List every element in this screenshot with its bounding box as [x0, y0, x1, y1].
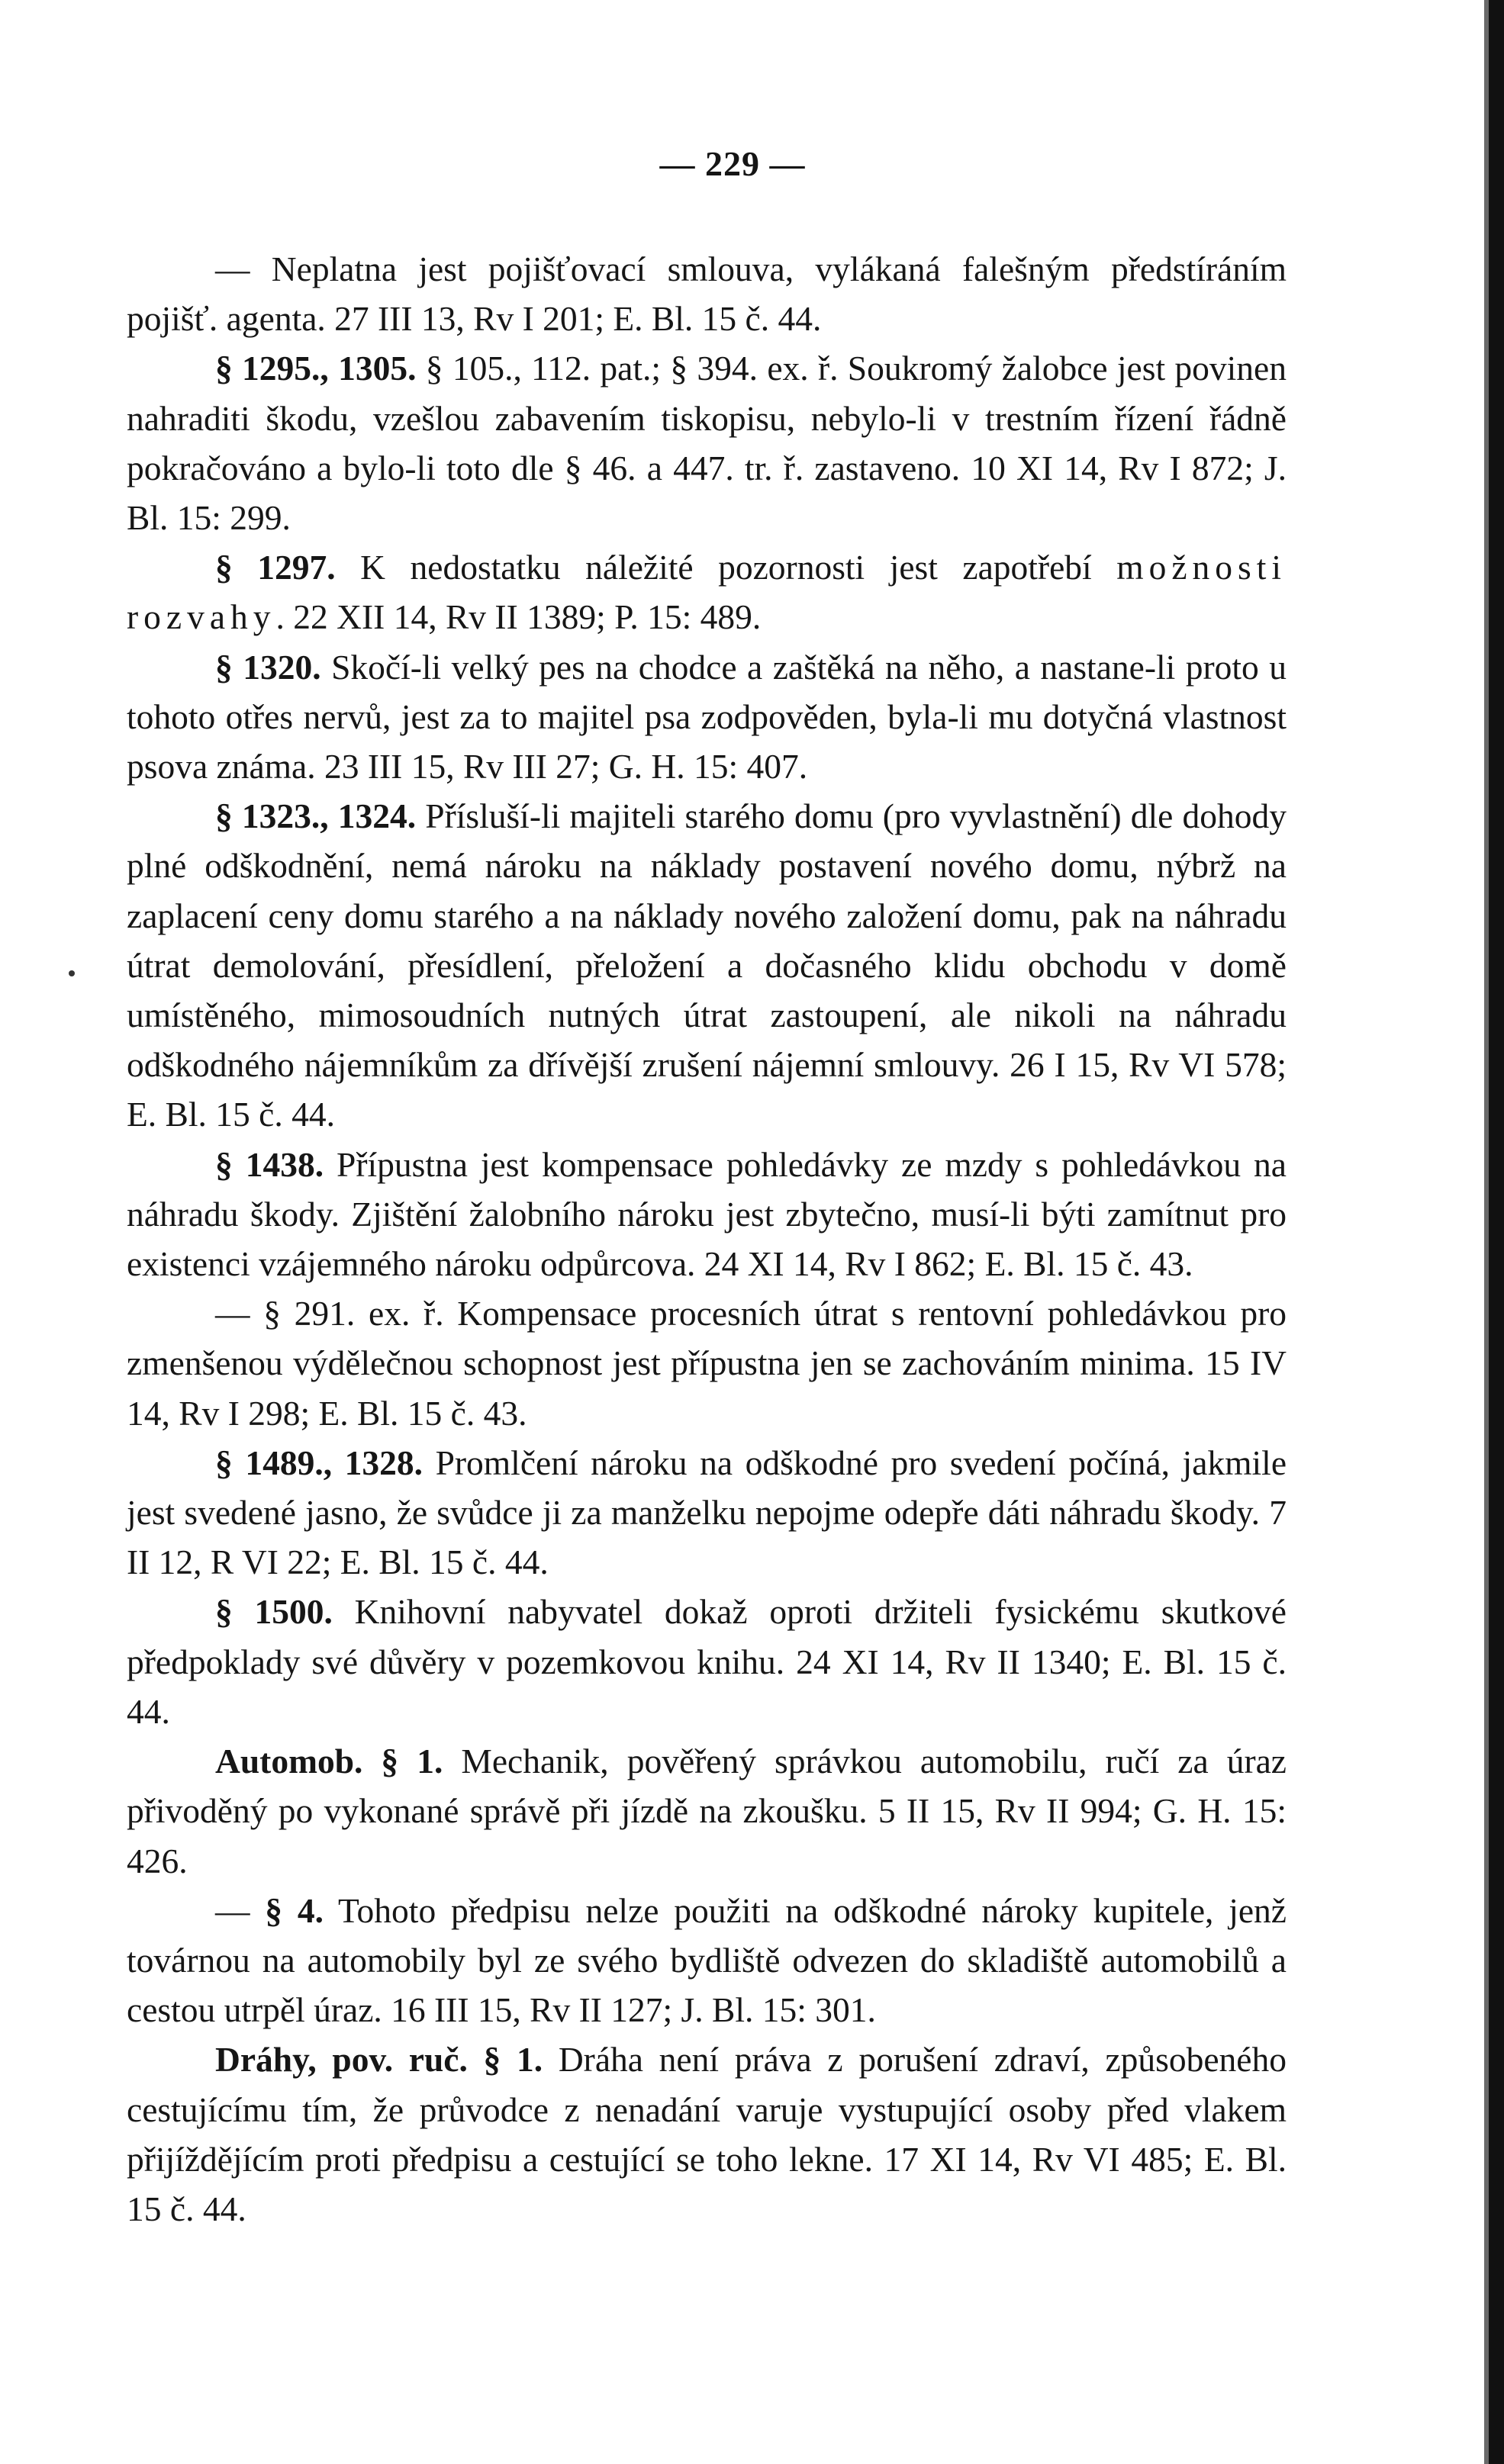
paragraph-text: Knihovní nabyvatel dokaž oproti držiteli fysickému skutkové předpoklady své důvěry v pozemkovou knihu. 24 XI 14, Rv II 1340; E. Bl. 15 č. 44.: [127, 1592, 1287, 1731]
paragraph-text: — Neplatna jest pojišťovací smlouva, vylákaná falešným předstíráním pojišť. agenta. 27 III 13, Rv I 201; E. Bl. 15 č. 44.: [127, 249, 1287, 339]
scan-edge: [1489, 0, 1504, 2464]
dash-prefix: —: [215, 1294, 264, 1333]
paragraph-1: [127, 244, 1287, 343]
paragraph-text: Tohoto předpisu nelze použiti na odškodné nároky kupitele, jenž továrnou na automobily byl ze svého bydliště odvezen do skladiště automobilů a cestou utrpěl úraz. 16 III 15, Rv II 127; J. Bl. 15: 301.: [127, 1890, 1287, 2030]
paragraph-3: [127, 542, 1287, 642]
paragraph-7: [127, 1288, 1287, 1438]
spaced-emphasis: možnosti rozvahy: [127, 548, 1287, 637]
paragraph-text: K nedostatku náležité pozornosti jest zapotřebí: [335, 548, 1117, 587]
paragraph-9: [127, 1587, 1287, 1736]
body-text: [127, 244, 1287, 2234]
paragraph-text: Přípustna jest kompensace pohledávky ze mzdy s pohledávkou na náhradu škody. Zjištění žalobního nároku jest zbytečno, musí-li býti zamítnut pro existenci vzájemného nároku odpůrcova. 24 XI 14, Rv I 862; E. Bl. 15 č. 43.: [127, 1144, 1287, 1284]
section-ref: § 1489., 1328.: [215, 1443, 424, 1482]
paragraph-6: [127, 1140, 1287, 1289]
paragraph-text: Dráha není práva z porušení zdraví, způsobeného cestujícímu tím, že průvodce z nenadání varuje vystupující osoby před vlakem přijíždějícím proti předpisu a cestující se toho lekne. 17 XI 14, Rv VI 485; E. Bl. 15 č. 44.: [127, 2040, 1287, 2228]
paragraph-11: [127, 1886, 1287, 2035]
section-ref: § 1438.: [215, 1144, 324, 1184]
section-ref: Dráhy, pov. ruč. § 1.: [215, 2040, 543, 2080]
section-ref: § 1500.: [215, 1592, 333, 1632]
section-ref: § 1297.: [215, 548, 336, 587]
section-ref: Automob. § 1.: [215, 1742, 443, 1781]
section-ref: § 1320.: [215, 647, 321, 687]
paragraph-10: [127, 1736, 1287, 1886]
section-ref: § 1323., 1324.: [215, 796, 417, 836]
paragraph-text: § 105., 112. pat.; § 394. ex. ř. Soukromý žalobce jest povinen nahraditi škodu, vzešlou zabavením tiskopisu, nebylo-li v trestním řízení řádně pokračováno a bylo-li toto dle § 46. a 447. tr. ř. zastaveno. 10 XI 14, Rv I 872; J. Bl. 15: 299.: [127, 349, 1287, 538]
page-number-header: — 229 —: [659, 144, 806, 183]
scan-speck: [69, 970, 75, 976]
paragraph-text: Přísluší-li majiteli starého domu (pro vyvlastnění) dle dohody plné odškodnění, nemá nároku na náklady postavení nového domu, nýbrž na zaplacení ceny domu starého a na náklady nového založení domu, pak na náhradu útrat demolování, přesídlení, přeložení a dočasného klidu obchodu v domě umístěného, mimosoudních nutných útrat zastoupení, ale nikoli na náhradu odškodného nájemníkům za dřívější zrušení nájemní smlouvy. 26 I 15, Rv VI 578; E. Bl. 15 č. 44.: [127, 796, 1287, 1134]
paragraph-text: Promlčení nároku na odškodné pro svedení počíná, jakmile jest svedené jasno, že svůdce ji za manželku nepojme odepře dáti náhradu škody. 7 II 12, R VI 22; E. Bl. 15 č. 44.: [127, 1443, 1287, 1582]
section-ref: § 1295., 1305.: [215, 349, 417, 388]
paragraph-text: Kompensace procesních útrat s rentovní pohledávkou pro zmenšenou výdělečnou schopnost jest přípustna jen se zachováním minima. 15 IV 14, Rv I 298; E. Bl. 15 č. 43.: [127, 1294, 1287, 1433]
paragraph-text: . 22 XII 14, Rv II 1389; P. 15: 489.: [275, 597, 762, 637]
paragraph-12: [127, 2035, 1287, 2234]
paragraph-4: [127, 642, 1287, 792]
section-ref: § 291. ex. ř.: [263, 1294, 444, 1333]
paragraph-5: [127, 791, 1287, 1139]
paragraph-text: Skočí-li velký pes na chodce a zaštěká na něho, a nastane-li proto u tohoto otřes nervů, jest za to majitel psa zodpověden, byla-li mu dotyčná vlastnost psova známa. 23 III 15, Rv III 27; G. H. 15: 407.: [127, 647, 1287, 786]
paragraph-2: [127, 343, 1287, 542]
section-ref: § 4.: [265, 1890, 324, 1930]
dash-prefix: —: [215, 1890, 266, 1930]
paragraph-text: Mechanik, pověřený správkou automobilu, ručí za úraz přivoděný po vykonané správě při jízdě na zkoušku. 5 II 15, Rv II 994; G. H. 15: 426.: [127, 1742, 1287, 1880]
paragraph-8: [127, 1438, 1287, 1587]
